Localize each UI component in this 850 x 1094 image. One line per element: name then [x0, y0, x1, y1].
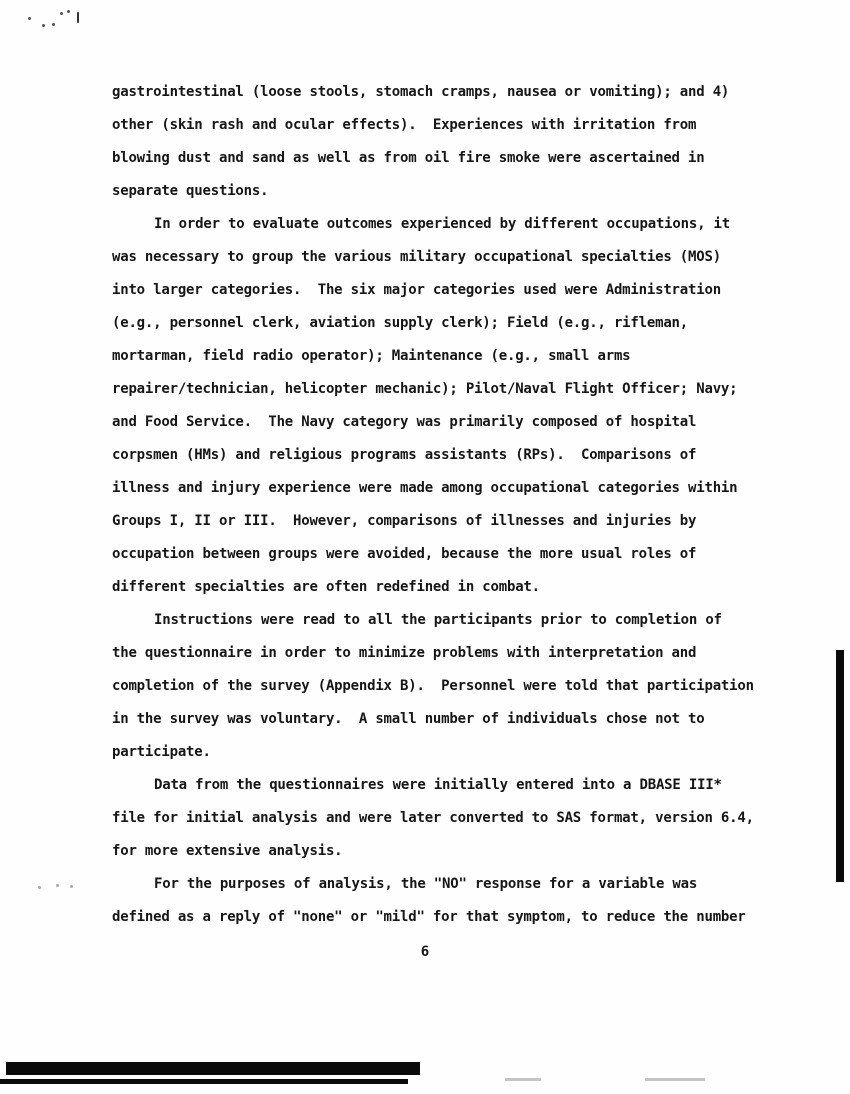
text-line: repairer/technician, helicopter mechanic); Pilot/Naval Flight Officer; Navy;: [112, 381, 738, 397]
text-line: participate.: [112, 744, 211, 760]
scan-tick-mark: [77, 12, 79, 23]
scan-speck: [38, 886, 41, 889]
scan-speck: [60, 12, 63, 15]
scan-speck: [52, 23, 55, 26]
text-line: Groups I, II or III. However, comparisons of illnesses and injuries by: [112, 513, 697, 529]
text-line: completion of the survey (Appendix B). Personnel were told that participation: [112, 678, 754, 694]
text-line: in the survey was voluntary. A small number of individuals chose not to: [112, 711, 705, 727]
text-line: and Food Service. The Navy category was primarily composed of hospital: [112, 414, 697, 430]
text-line: In order to evaluate outcomes experienced by different occupations, it: [154, 216, 731, 232]
text-line: different specialties are often redefined in combat.: [112, 579, 540, 595]
text-line: for more extensive analysis.: [112, 843, 343, 859]
text-line: For the purposes of analysis, the "NO" response for a variable was: [154, 876, 698, 892]
scan-artifact-faint-dash: [645, 1078, 705, 1081]
text-line: file for initial analysis and were later converted to SAS format, version 6.4,: [112, 810, 754, 826]
scan-artifact-faint-dash: [505, 1078, 541, 1081]
scan-speck: [56, 884, 59, 887]
text-line: Data from the questionnaires were initially entered into a DBASE III*: [154, 777, 722, 793]
scan-artifact-bottom-bar: [6, 1062, 420, 1075]
document-body: [112, 76, 772, 934]
text-line: blowing dust and sand as well as from oil fire smoke were ascertained in: [112, 150, 705, 166]
scan-artifact-right-bar: [836, 650, 844, 882]
text-line: corpsmen (HMs) and religious programs assistants (RPs). Comparisons of: [112, 447, 697, 463]
text-line: mortarman, field radio operator); Maintenance (e.g., small arms: [112, 348, 631, 364]
text-line: other (skin rash and ocular effects). Experiences with irritation from: [112, 117, 697, 133]
text-line: separate questions.: [112, 183, 269, 199]
page-number: 6: [420, 944, 430, 960]
text-line: gastrointestinal (loose stools, stomach cramps, nausea or vomiting); and 4): [112, 84, 730, 100]
text-line: occupation between groups were avoided, because the more usual roles of: [112, 546, 697, 562]
scan-speck: [67, 10, 70, 13]
text-line: into larger categories. The six major categories used were Administration: [112, 282, 721, 298]
text-line: defined as a reply of "none" or "mild" for that symptom, to reduce the number: [112, 909, 746, 925]
scan-artifact-bottom-bar: [0, 1079, 408, 1084]
text-line: (e.g., personnel clerk, aviation supply clerk); Field (e.g., rifleman,: [112, 315, 689, 331]
text-line: the questionnaire in order to minimize problems with interpretation and: [112, 645, 697, 661]
scan-speck: [28, 17, 31, 20]
scan-speck: [42, 24, 45, 27]
text-line: illness and injury experience were made among occupational categories within: [112, 480, 738, 496]
scan-speck: [70, 885, 73, 888]
text-line: was necessary to group the various military occupational specialties (MOS): [112, 249, 721, 265]
text-line: Instructions were read to all the participants prior to completion of: [154, 612, 722, 628]
